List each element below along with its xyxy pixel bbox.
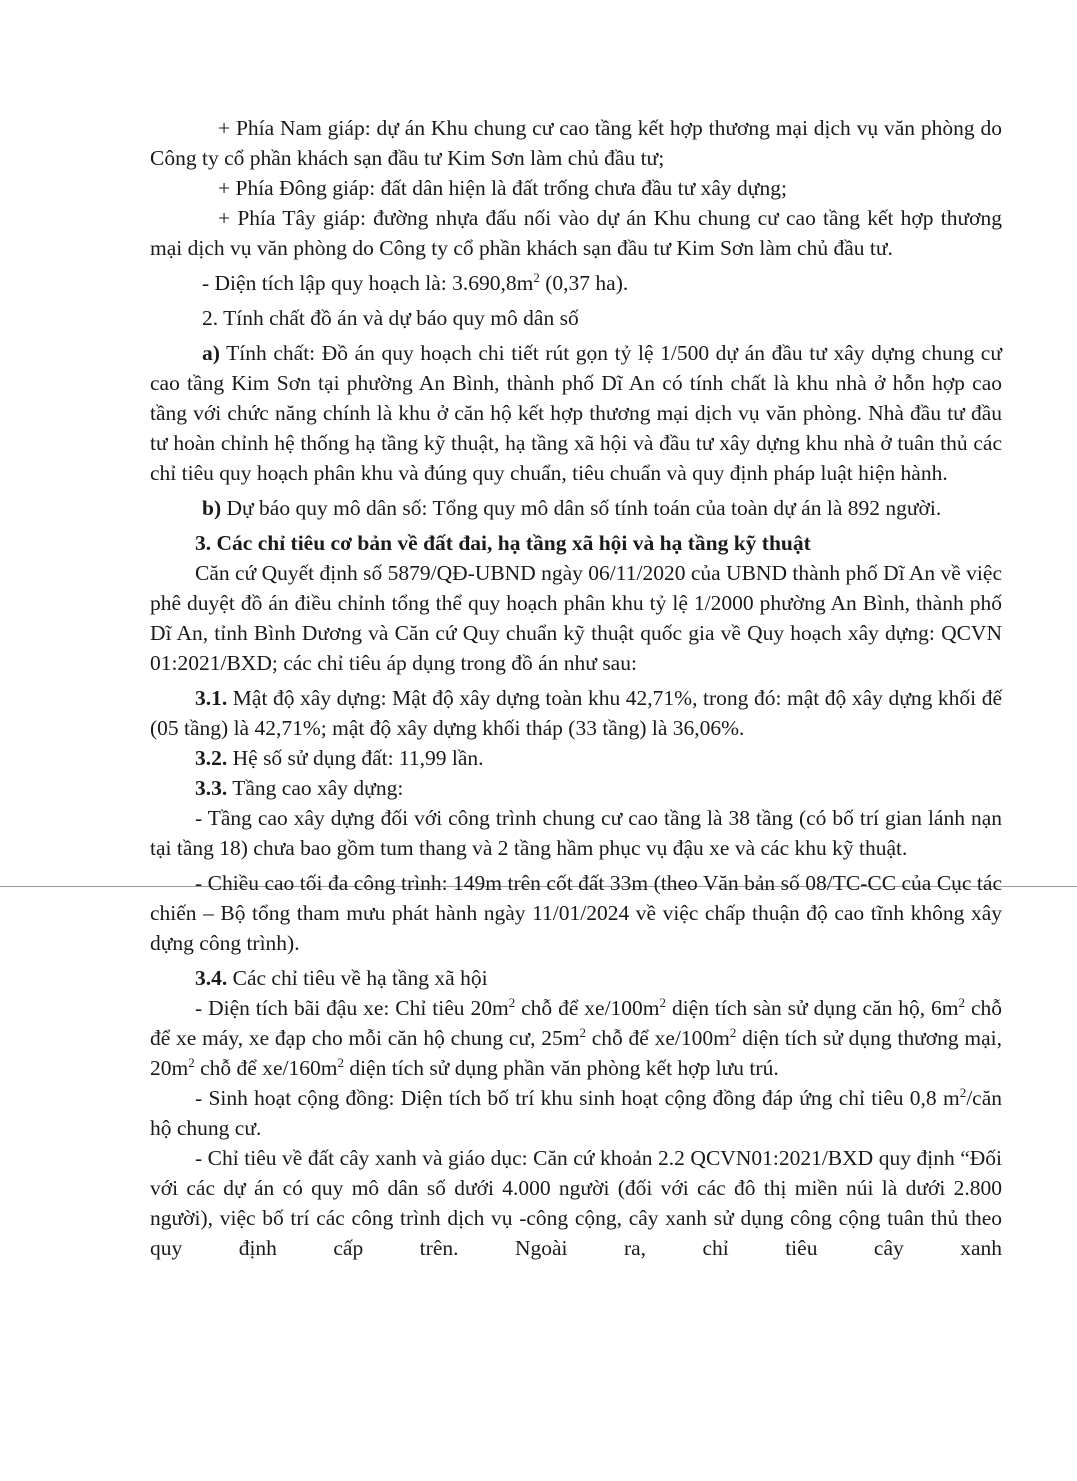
document-page — [150, 113, 1002, 1263]
section-3-4-parking: - Diện tích bãi đậu xe: Chỉ tiêu $20m^2$ chỗ để $xe/100m^2$ diện tích sàn sử dụng căn hộ, $6m^2$ chỗ để xe máy, xe đạp cho mỗi căn hộ chung cư, $25m^2$ chỗ để $xe/100m^2$ diện tích sử dụng thương mại, $20m^2$ chỗ để $xe/160m^2$ diện tích sử dụng phần văn phòng kết hợp lưu trú. — [150, 994, 1003, 1080]
section-3-3-max-height: - Chiều cao tối đa công trình: 149m trên cốt đất 33m (theo Văn bản số 08/TC-CC của Cục tác chiến – Bộ tổng tham mưu phát hành ngày 11/01/2024 về việc chấp thuận độ cao tĩnh không xây dựng công trình). — [150, 871, 1002, 955]
section-3-intro: Căn cứ Quyết định số 5879/QĐ-UBND ngày 06/11/2020 của UBND thành phố Dĩ An về việc phê duyệt đồ án điều chỉnh tổng thể quy hoạch phân khu tỷ lệ 1/2000 phường An Bình, thành phố Dĩ An, tỉnh Bình Dương và Căn cứ Quy chuẩn kỹ thuật quốc gia về Quy hoạch xây dựng: QCVN 01:2021/BXD; các chỉ tiêu áp dụng trong đồ án như sau: — [150, 561, 1002, 675]
section-3-heading: 3. Các chỉ tiêu cơ bản về đất đai, hạ tầng xã hội và hạ tầng kỹ thuật — [195, 531, 811, 555]
section-3-1-density: 3.1. Mật độ xây dựng: Mật độ xây dựng toàn khu 42,71%, trong đó: mật độ xây dựng khối đế (05 tầng) là 42,71%; mật độ xây dựng khối tháp (33 tầng) là 36,06%. — [150, 686, 1002, 740]
section-2-heading: 2. Tính chất đồ án và dự báo quy mô dân số — [202, 306, 579, 330]
section-2b-population: b) Dự báo quy mô dân số: Tổng quy mô dân số tính toán của toàn dự án là 892 người. — [202, 496, 942, 520]
boundary-east: + Phía Đông giáp: đất dân hiện là đất trống chưa đầu tư xây dựng; — [218, 176, 787, 200]
section-3-4-greenery: - Chỉ tiêu về đất cây xanh và giáo dục: Căn cứ khoản 2.2 QCVN01:2021/BXD quy định “Đối với các dự án có quy mô dân số dưới 4.000 người (đối với các đô thị miền núi là dưới 2.800 người), việc bố trí các công trình dịch vụ -công cộng, cây xanh sử dụng công cộng tuân thủ theo quy định cấp trên. Ngoài ra, chỉ tiêu cây xanh — [150, 1146, 1002, 1260]
section-3-2-land-use: 3.2. Hệ số sử dụng đất: 11,99 lần. — [195, 746, 484, 770]
section-3-4-heading: 3.4. Các chỉ tiêu về hạ tầng xã hội — [195, 966, 488, 990]
section-3-4-community: - Sinh hoạt cộng đồng: Diện tích bố trí khu sinh hoạt cộng đồng đáp ứng chỉ tiêu 0,8 $m^2$/căn hộ chung cư. — [150, 1084, 1002, 1140]
section-3-3-height: 3.3. Tầng cao xây dựng: — [195, 776, 404, 800]
boundary-west: + Phía Tây giáp: đường nhựa đấu nối vào dự án Khu chung cư cao tầng kết hợp thương mại dịch vụ văn phòng do Công ty cổ phần khách sạn đầu tư Kim Sơn làm chủ đầu tư. — [150, 206, 1002, 260]
planning-area: - Diện tích lập quy hoạch là: $3.690,8m^2$ (0,37 ha). — [202, 269, 629, 295]
section-3-3-floors: - Tầng cao xây dựng đối với công trình chung cư cao tầng là 38 tầng (có bố trí gian lánh nạn tại tầng 18) chưa bao gồm tum thang và 2 tầng hầm phục vụ đậu xe và các khu kỹ thuật. — [150, 806, 1002, 860]
section-2a-nature: a) Tính chất: Đồ án quy hoạch chi tiết rút gọn tỷ lệ 1/500 dự án đầu tư xây dựng chung cư cao tầng Kim Sơn tại phường An Bình, thành phố Dĩ An có tính chất là khu nhà ở hỗn hợp cao tầng với chức năng chính là khu ở căn hộ kết hợp thương mại dịch vụ văn phòng. Nhà đầu tư đầu tư hoàn chỉnh hệ thống hạ tầng kỹ thuật, hạ tầng xã hội và đầu tư xây dựng khu nhà ở tuân thủ các chỉ tiêu quy hoạch phân khu và đúng quy chuẩn, tiêu chuẩn và quy định pháp luật hiện hành. — [150, 341, 1002, 485]
boundary-south: + Phía Nam giáp: dự án Khu chung cư cao tầng kết hợp thương mại dịch vụ văn phòng do Công ty cổ phần khách sạn đầu tư Kim Sơn làm chủ đầu tư; — [150, 116, 1002, 170]
